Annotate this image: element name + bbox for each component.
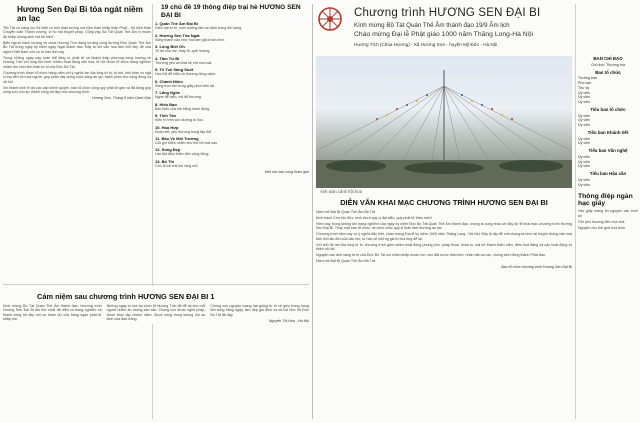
photo-caption: Ảnh toàn cảnh hội hoa [320, 189, 362, 194]
committee-member: Ủy viên [578, 118, 590, 123]
committee-head: BAN CHỈ ĐẠO [593, 56, 623, 61]
topic-item: 13. Bố Thí Cho đi với trái tim rộng mở. [155, 158, 199, 168]
committee-group: Tiểu ban Hậu cần [589, 171, 627, 177]
column-divider [152, 4, 153, 419]
committee-group: Tiểu ban Khánh tiết [587, 129, 629, 135]
prayer-flags-illustration [316, 56, 572, 188]
camnim-paragraph: Chúng con nguyện mang hạt giống từ bi về gieo trồng trong đời sống hằng ngày, làm đẹp gia đình và xã hội như lời Đức Bồ Tát đã dạy. [210, 304, 310, 317]
topic-item: 2. Hương Sen Tỏa Ngát Sống thanh cao như hoa sen giữa bùn nhơ. [155, 32, 225, 42]
topic-item: 12. Sống Đẹp Lan tỏa điều thiện đến cộng đồng. [155, 147, 210, 157]
speech-title: DIỄN VĂN KHAI MẠC CHƯƠNG TRÌNH HƯƠNG SEN ĐẠI BI [340, 198, 548, 207]
committee-member: Ủy viên [578, 113, 590, 118]
committee-member: Ủy viên [578, 154, 590, 159]
topic-item: 3. Lòng Biết Ơn Tri ân cha mẹ, thầy tổ, quê hương. [155, 44, 211, 54]
committee-member: Ủy viên [578, 141, 590, 146]
topic-item: 7. Lắng Nghe Nghe để hiểu, nói để thương. [155, 90, 202, 100]
committee-lead: Chủ tịch: Thượng tọa [590, 62, 626, 67]
dharma-wheel-icon [318, 6, 342, 32]
message-line: Hạc giấy mang lời nguyện cầu bình an [578, 209, 638, 218]
committee-member: Trưởng ban [578, 76, 598, 81]
committee-member: Thư ký [578, 85, 590, 90]
topic-item: 5. Trí Tuệ Sáng Suốt Học hỏi để hiểu và thương đúng cách. [155, 67, 217, 77]
speech-paragraph: Với chủ đề lan tỏa lòng từ bi, chương trình gồm nhiều hoạt động phong phú: pháp thoại, khóa tu, trại hè thanh thiếu niên, đêm hoa đăng và các hoạt động từ thiện xã hội. [316, 242, 572, 252]
committee-group: Tiểu ban Văn nghệ [588, 148, 628, 154]
speech-line: Nam mô Đại Bi Quán Thế Âm Bồ Tát. [316, 259, 376, 264]
speech-line: Kính bạch Chư tôn đức, kính thưa quý vị đại biểu, quý phật tử thân mến! [316, 215, 432, 220]
masthead-subtitle: Chào mừng Đại lễ Phật giáo 1000 năm Thăng Long-Hà Nội [354, 31, 533, 38]
camnim-paragraph: Kính mừng Bồ Tát Quán Thế Âm thành đạo, chương trình Hương Sen Đại Bi lần thứ nhất đã diễn ra trang nghiêm và thành công tốt đẹp với sự tham dự của hàng ngàn phật tử khắp nơi. [3, 304, 102, 322]
column-topics [155, 4, 309, 295]
committee-member: Ủy viên [578, 95, 590, 100]
message-title: Thông điệp ngàn hạc giấy [578, 193, 633, 208]
column-divider [575, 4, 576, 419]
committee-member: Ủy viên [578, 100, 590, 105]
festival-photo [316, 56, 572, 188]
committee-member: Phó ban [578, 81, 592, 86]
committee-member: Ủy viên [578, 159, 590, 164]
topics-footnote: Mời các bạn cùng tham gia! [264, 170, 309, 175]
committee-member: Ủy viên [578, 90, 590, 95]
topic-item: 8. Hiếu Đạo Báo hiếu cha mẹ bằng hành động. [155, 101, 210, 111]
masthead-address: Hương Tích (Chùa Hương) - Xã Hương Sơn - huyện Mỹ Đức - Hà Nội [354, 42, 498, 47]
column-committee [578, 4, 638, 419]
speech-paragraph: Hôm nay, trong không khí trang nghiêm của ngày kỷ niệm Đức Bồ Tát Quán Thế Âm thành đạo, chúng ta cùng nhau về đây dự lễ khai mạc chương trình Hương Sen Đại Bi. Thay mặt ban tổ chức, xin kính chúc quý vị thân tâm thường an lạc. [316, 221, 572, 231]
intro-signature: Hương Sơn, Tháng 9 năm Canh Dần [92, 96, 151, 101]
masthead-subtitle: Kính mừng Bồ Tát Quán Thế Âm thành đạo 19/9 Âm lịch [354, 22, 510, 29]
camnim-signature: Nguyễn Thị Hoa - Hà Nội [268, 318, 310, 323]
committee-group: Ban tổ chức [595, 69, 621, 75]
topic-item: 11. Bảo Vệ Môi Trường Giữ gìn thiên nhiên cho thế hệ mai sau. [155, 136, 218, 145]
topic-item: 4. Tâm Từ Bi Thương yêu và chia sẻ với mọi loài. [155, 55, 213, 65]
topic-item: 10. Hòa Hợp Đoàn kết, yêu thương trong tập thể. [155, 124, 213, 134]
topics-title: 19 chủ đề 19 thông điệp trại hè HƯƠNG SEN ĐẠI BI [161, 4, 301, 19]
intro-title: Hương Sen Đại Bi tỏa ngát niềm an lạc [17, 5, 143, 24]
column-divider [312, 4, 313, 419]
topic-item: 6. Chánh Niệm Sống trọn vẹn từng giây phút hiện tại. [155, 78, 215, 88]
column-main [316, 4, 572, 419]
camnim-paragraph: Những ngày tu học tại chốn tổ Hương Tích đã để lại cho mỗi người nhiều ấn tượng sâu sắc. Chúng con được nghe pháp, được thực tập chánh niệm, được sống trong không khí an lành của đạo tràng. [106, 304, 206, 322]
committee-member: Ủy viên [578, 177, 590, 182]
intro-paragraph: "Bồ Tát có năng lực thị hiện ra bốn thân tướng mà hiện thân khắp thân Phật... thị hiện thân Chuyển luân Thánh vương, vì họ mà thuyết pháp. Cũng vậy, Bồ Tát Quán Thế Âm vì muốn độ khắp chúng sinh mà thị hiện". [3, 25, 151, 39]
column-intro [3, 4, 151, 419]
committee-group: Tiểu ban tổ chức [590, 106, 626, 112]
speech-signature: Ban tổ chức chương trình Hương Sen Đại Bi [501, 265, 572, 270]
masthead-title: Chương trình HƯƠNG SEN ĐẠI BI [354, 7, 541, 19]
intro-paragraph: Trong những ngày này, toàn thể tăng ni, phật tử và khách thập phương cùng hướng về Hương Tích với lòng tôn kính. Nhiều hoạt động văn hóa, lễ hội được tổ chức trang nghiêm nhằm tôn vinh tinh thần từ bi của Đức Bồ Tát. [3, 55, 151, 69]
message-line: Nguyện cho thế giới hòa bình [578, 225, 626, 230]
camnim-section [3, 286, 309, 324]
topic-item: 9. Tinh Tấn Kiên trì trên con đường tu học. [155, 113, 204, 123]
committee-member: Ủy viên [578, 123, 590, 128]
intro-paragraph: Xin thành kính tri ân các cấp chính quyền, ban tổ chức cùng quý phật tử gần xa đã đóng góp công sức cho sự thành công tốt đẹp của chương trình. [3, 85, 151, 95]
intro-paragraph: Biển người hành hương về chùa Hương Tích dâng hương cúng dường Đức Quán Thế Âm Bồ Tát trong ngày kỷ niệm ngày Ngài thành đạo. Đây là nét văn hóa tâm linh đẹp đẽ của người Việt Nam vốn có từ bao đời nay. [3, 40, 151, 54]
section-divider [3, 284, 309, 285]
topic-item: 1. Quán Thế Âm Đại Bi Gieo hạt từ bi, nuôi dưỡng tâm an lành trong đời sống. [155, 21, 243, 31]
committee-box [578, 56, 638, 187]
message-line: Gửi yêu thương đến mọi nhà [578, 219, 625, 224]
speech-paragraph: Chương trình năm nay có ý nghĩa đặc biệt, chào mừng Đại lễ kỷ niệm 1000 năm Thăng Long - Hà Nội. Đây là dịp để mỗi chúng ta nhìn lại truyền thống văn hóa tâm linh lâu đời của dân tộc, tự hào về những giá trị cha ông để lại. [316, 232, 572, 241]
speech-paragraph: Nguyện cầu ánh sáng từ bi của Đức Bồ Tát soi chiếu khắp muôn nơi, cho đất nước thái bình, nhân dân an lạc, chúng sinh đồng thành Phật đạo. [316, 253, 546, 258]
committee-member: Ủy viên [578, 182, 590, 187]
committee-member: Ủy viên [578, 136, 590, 141]
speech-line: Nam mô Đại Bi Quán Thế Âm Bồ Tát [316, 210, 375, 214]
committee-member: Ủy viên [578, 164, 590, 169]
camnim-title: Cảm niệm sau chương trình HƯƠNG SEN ĐẠI BI 1 [37, 292, 215, 301]
intro-paragraph: Chương trình được tổ chức hàng năm với ý nghĩa lan tỏa lòng từ bi, trí tuệ, tinh thần vô ngã vị tha đến với mọi người, góp phần xây dựng cuộc sống an lạc, hạnh phúc cho cộng đồng và xã hội. [3, 70, 151, 84]
